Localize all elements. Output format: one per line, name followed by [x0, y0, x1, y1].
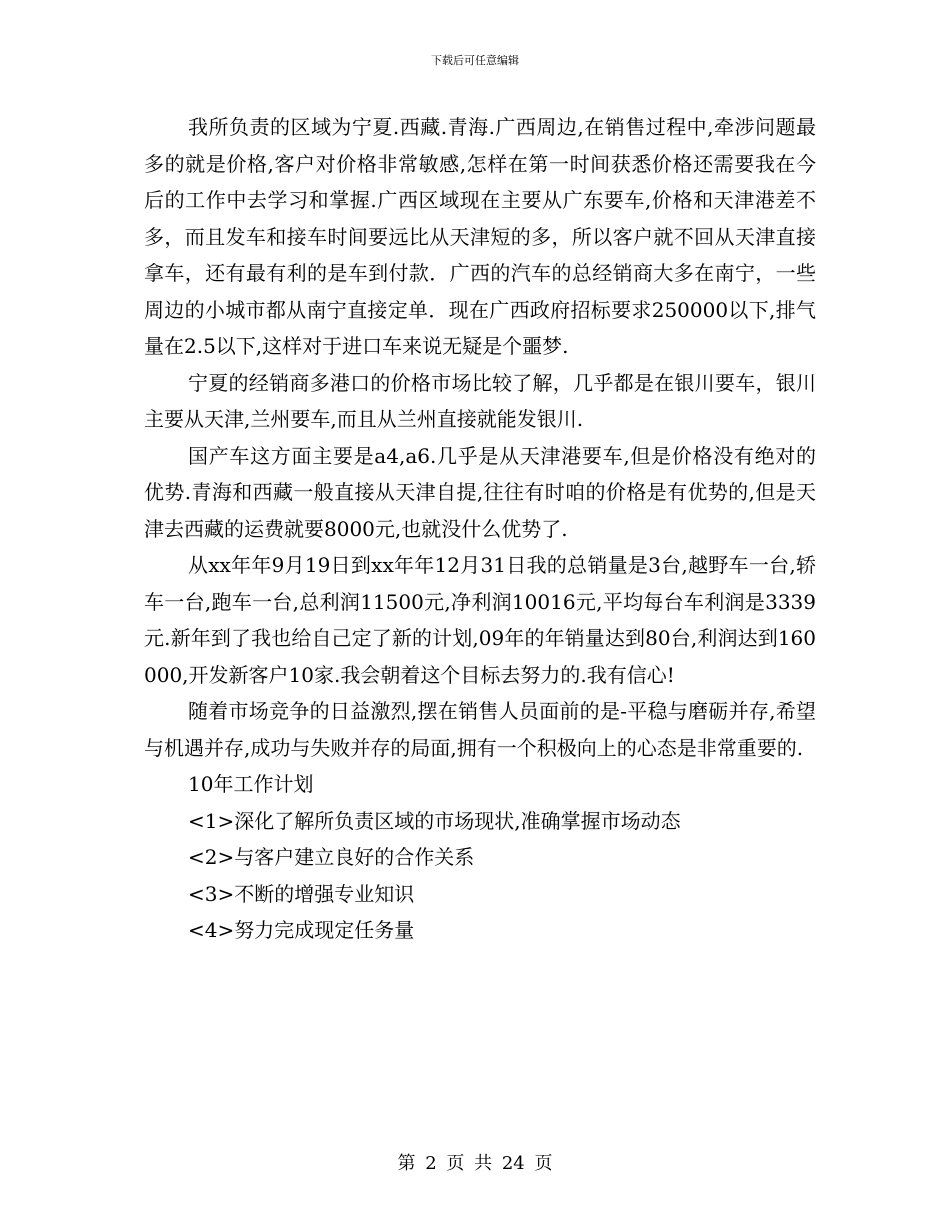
- plan-item: <3>不断的增强专业知识: [188, 881, 415, 906]
- paragraph-market-competition: 随着市场竞争的日益激烈,摆在销售人员面前的是-平稳与磨砺并存,希望与机遇并存,成功与失败并存的局面,拥有一个积极向上的心态是非常重要的.: [144, 699, 816, 760]
- page-header: 下载后可任意编辑: [431, 54, 519, 67]
- plan-item: <2>与客户建立良好的合作关系: [188, 845, 475, 869]
- paragraph-ningxia: 宁夏的经销商多港口的价格市场比较了解，几乎都是在银川要车，银川主要从天津,兰州要车,而且从兰州直接就能发银川.: [144, 370, 816, 431]
- plan-title: 10年工作计划: [188, 772, 314, 796]
- document-body: [144, 109, 816, 949]
- paragraph-region-overview: 我所负责的区域为宁夏.西藏.青海.广西周边,在销售过程中,牵涉问题最多的就是价格,客户对价格非常敏感,怎样在第一时间获悉价格还需要我在今后的工作中去学习和掌握.广西区域现在主要从广东要车,价格和天津港差不多，而且发车和接车时间要远比从天津短的多，所以客户就不回从天津直接拿车，还有最有利的是车到付款．广西的汽车的总经销商大多在南宁，一些周边的小城市都从南宁直接定单．现在广西政府招标要求250000以下,排气量在2.5以下,这样对于进口车来说无疑是个噩梦.: [144, 115, 816, 358]
- paragraph-domestic-cars: 国产车这方面主要是a4,a6.几乎是从天津港要车,但是价格没有绝对的优势.青海和西藏一般直接从天津自提,往往有时咱的价格是有优势的,但是天津去西藏的运费就要8000元,也就没什么优势了.: [144, 443, 816, 541]
- plan-item: <4>努力完成现定任务量: [188, 918, 415, 942]
- page-footer: 第 2 页 共 24 页: [397, 1153, 553, 1174]
- paragraph-sales-summary: 从xx年年9月19日到xx年年12月31日我的总销量是3台,越野车一台,轿车一台,跑车一台,总利润11500元,净利润10016元,平均每台车利润是3339元.新年到了我也给自己定了新的计划,09年的年销量达到80台,利润达到160000,开发新客户10家.我会朝着这个目标去努力的.我有信心!: [144, 553, 816, 687]
- plan-item: <1>深化了解所负责区域的市场现状,准确掌握市场动态: [188, 808, 681, 833]
